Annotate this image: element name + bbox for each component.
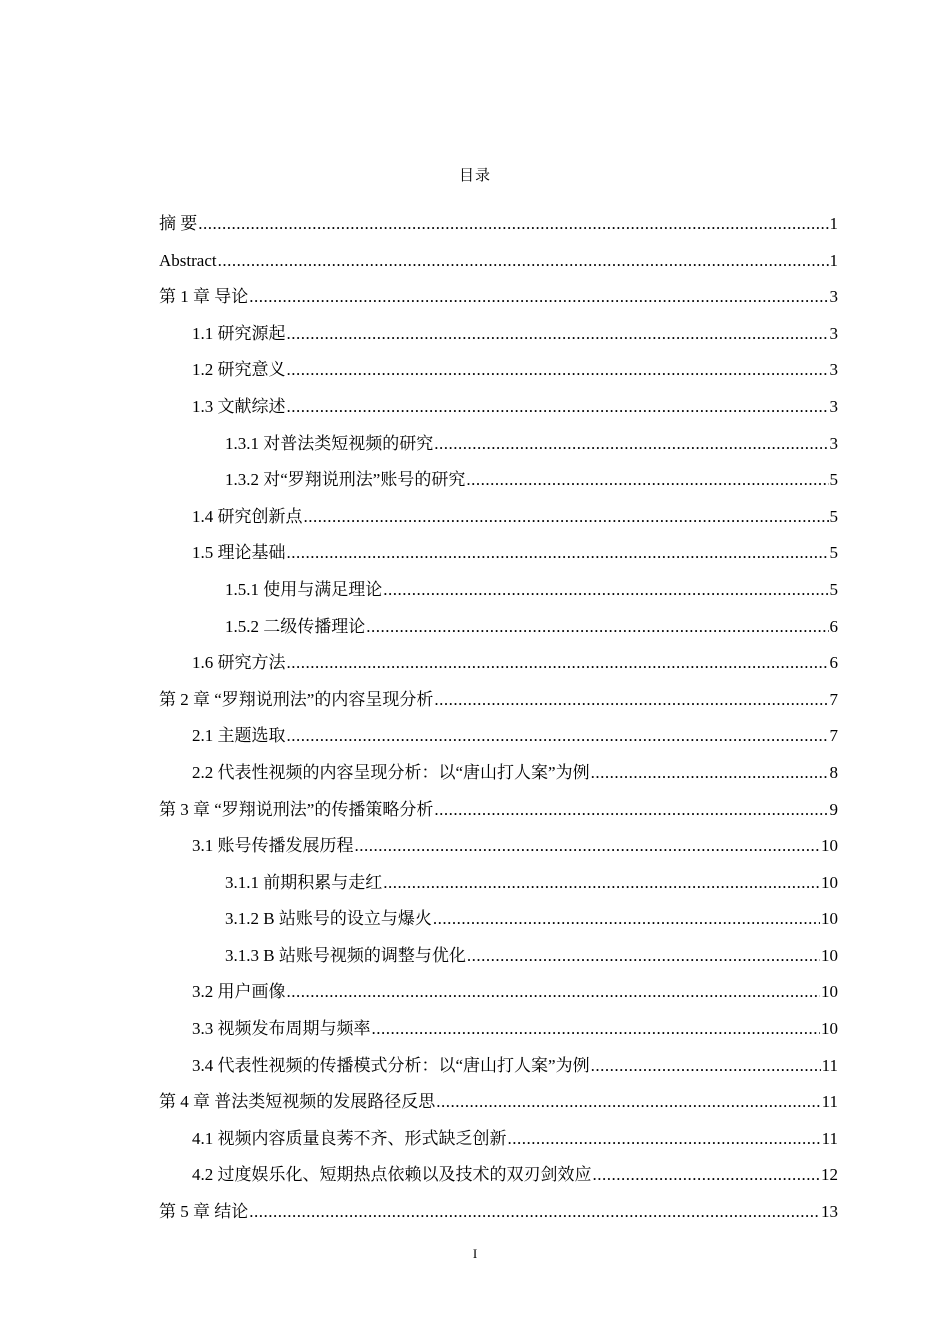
toc-entry-page: 12 — [821, 1165, 838, 1185]
toc-entry-page: 5 — [829, 579, 838, 599]
toc-entry-page: 5 — [829, 506, 838, 526]
toc-entry[interactable] — [159, 247, 838, 284]
toc-entry[interactable] — [159, 722, 838, 759]
toc-entry-label: Abstract — [159, 250, 217, 270]
toc-entry[interactable] — [159, 356, 838, 393]
dot-leader — [434, 686, 828, 714]
toc-entry[interactable] — [159, 1015, 838, 1052]
toc-entry-page: 5 — [829, 543, 838, 563]
toc-entry-label: 1.5 理论基础 — [192, 543, 286, 563]
toc-entry-page: 3 — [829, 287, 838, 307]
toc-entry-label: 3.1.3 B 站账号视频的调整与优化 — [225, 945, 466, 965]
toc-entry-label: 3.2 用户画像 — [192, 982, 286, 1002]
toc-entry[interactable] — [159, 649, 838, 686]
toc-entry-label: 第 4 章 普法类短视频的发展路径反思 — [159, 1092, 436, 1112]
dot-leader — [287, 722, 829, 750]
toc-entry-label: 第 3 章 “罗翔说刑法”的传播策略分析 — [159, 799, 434, 819]
toc-entry-page: 11 — [821, 1128, 838, 1148]
toc-entry-label: 3.1 账号传播发展历程 — [192, 836, 354, 856]
toc-entry-label: 第 2 章 “罗翔说刑法”的内容呈现分析 — [159, 689, 434, 709]
toc-entry[interactable] — [159, 905, 838, 942]
toc-entry-page: 1 — [829, 250, 838, 270]
toc-entry-label: 3.1.1 前期积累与走红 — [225, 872, 383, 892]
toc-entry-label: 4.1 视频内容质量良莠不齐、形式缺乏创新 — [192, 1128, 507, 1148]
dot-leader — [287, 320, 829, 348]
toc-entry[interactable] — [159, 942, 838, 979]
toc-entry-label: 2.2 代表性视频的内容呈现分析：以“唐山打人案”为例 — [192, 762, 590, 782]
toc-entry-label: 1.3.1 对普法类短视频的研究 — [225, 433, 434, 453]
toc-entry-page: 10 — [821, 909, 838, 929]
dot-leader — [366, 613, 828, 641]
toc-entry[interactable] — [159, 466, 838, 503]
toc-entry-page: 10 — [821, 836, 838, 856]
dot-leader — [466, 466, 828, 494]
toc-entry-label: 第 5 章 结论 — [159, 1202, 249, 1222]
dot-leader — [249, 283, 828, 311]
toc-entry-label: 1.4 研究创新点 — [192, 506, 303, 526]
toc-entry[interactable] — [159, 539, 838, 576]
dot-leader — [433, 905, 820, 933]
toc-entry-page: 6 — [829, 653, 838, 673]
toc-entry-label: 3.1.2 B 站账号的设立与爆火 — [225, 909, 432, 929]
toc-entry-page: 6 — [829, 616, 838, 636]
toc-entry-label: 3.3 视频发布周期与频率 — [192, 1019, 371, 1039]
toc-entry-page: 11 — [821, 1055, 838, 1075]
dot-leader — [591, 1052, 821, 1080]
dot-leader — [467, 942, 820, 970]
dot-leader — [249, 1198, 820, 1226]
toc-entry-page: 8 — [829, 762, 838, 782]
toc-entry[interactable] — [159, 430, 838, 467]
toc-entry-page: 10 — [821, 945, 838, 965]
toc-entry-label: 2.1 主题选取 — [192, 726, 286, 746]
toc-entry-page: 10 — [821, 872, 838, 892]
dot-leader — [372, 1015, 821, 1043]
toc-entry[interactable] — [159, 320, 838, 357]
toc-entry-page: 13 — [821, 1202, 838, 1222]
dot-leader — [287, 356, 829, 384]
toc-entry-page: 7 — [829, 726, 838, 746]
toc-entry[interactable] — [159, 1125, 838, 1162]
dot-leader — [508, 1125, 821, 1153]
toc-entry-label: 1.5.1 使用与满足理论 — [225, 579, 383, 599]
toc-entry-page: 3 — [829, 433, 838, 453]
toc-entry-label: 1.6 研究方法 — [192, 653, 286, 673]
toc-entry[interactable] — [159, 210, 838, 247]
toc-entry[interactable] — [159, 869, 838, 906]
dot-leader — [383, 576, 828, 604]
toc-entry[interactable] — [159, 1052, 838, 1089]
toc-entry-page: 7 — [829, 689, 838, 709]
toc-title: 目录 — [458, 168, 491, 184]
toc-entry[interactable] — [159, 1198, 838, 1235]
dot-leader — [218, 247, 829, 275]
page-number: I — [472, 1246, 478, 1261]
dot-leader — [383, 869, 820, 897]
dot-leader — [593, 1161, 821, 1189]
toc-entry-label: 3.4 代表性视频的传播模式分析：以“唐山打人案”为例 — [192, 1055, 590, 1075]
toc-entry[interactable] — [159, 613, 838, 650]
toc-entry[interactable] — [159, 283, 838, 320]
toc-entry[interactable] — [159, 759, 838, 796]
toc-entry-page: 3 — [829, 323, 838, 343]
toc-entry-page: 1 — [829, 214, 838, 233]
dot-leader — [355, 832, 821, 860]
toc-entry-label: 1.2 研究意义 — [192, 360, 286, 380]
dot-leader — [287, 978, 821, 1006]
toc-entry[interactable] — [159, 832, 838, 869]
toc-entry-label: 4.2 过度娱乐化、短期热点依赖以及技术的双刃剑效应 — [192, 1165, 592, 1185]
table-of-contents — [159, 210, 838, 1235]
toc-entry[interactable] — [159, 1161, 838, 1198]
toc-entry-page: 10 — [821, 1019, 838, 1039]
toc-entry-page: 11 — [821, 1092, 838, 1112]
toc-entry[interactable] — [159, 393, 838, 430]
dot-leader — [304, 503, 829, 531]
toc-entry[interactable] — [159, 503, 838, 540]
toc-entry-label: 摘 要 — [159, 214, 198, 233]
toc-entry-page: 10 — [821, 982, 838, 1002]
dot-leader — [198, 210, 828, 238]
dot-leader — [287, 393, 829, 421]
dot-leader — [287, 539, 829, 567]
toc-entry-page: 5 — [829, 470, 838, 490]
dot-leader — [434, 796, 828, 824]
toc-entry[interactable] — [159, 576, 838, 613]
dot-leader — [287, 649, 829, 677]
dot-leader — [436, 1088, 820, 1116]
toc-entry[interactable] — [159, 796, 838, 833]
toc-entry-page: 3 — [829, 396, 838, 416]
toc-entry-label: 1.5.2 二级传播理论 — [225, 616, 366, 636]
toc-entry[interactable] — [159, 686, 838, 723]
toc-entry-label: 1.1 研究源起 — [192, 323, 286, 343]
toc-entry-page: 9 — [829, 799, 838, 819]
toc-entry[interactable] — [159, 978, 838, 1015]
toc-entry-label: 1.3 文献综述 — [192, 396, 286, 416]
toc-entry-label: 1.3.2 对“罗翔说刑法”账号的研究 — [225, 470, 466, 490]
dot-leader — [591, 759, 829, 787]
toc-entry-page: 3 — [829, 360, 838, 380]
dot-leader — [434, 430, 828, 458]
toc-entry-label: 第 1 章 导论 — [159, 287, 249, 307]
toc-entry[interactable] — [159, 1088, 838, 1125]
